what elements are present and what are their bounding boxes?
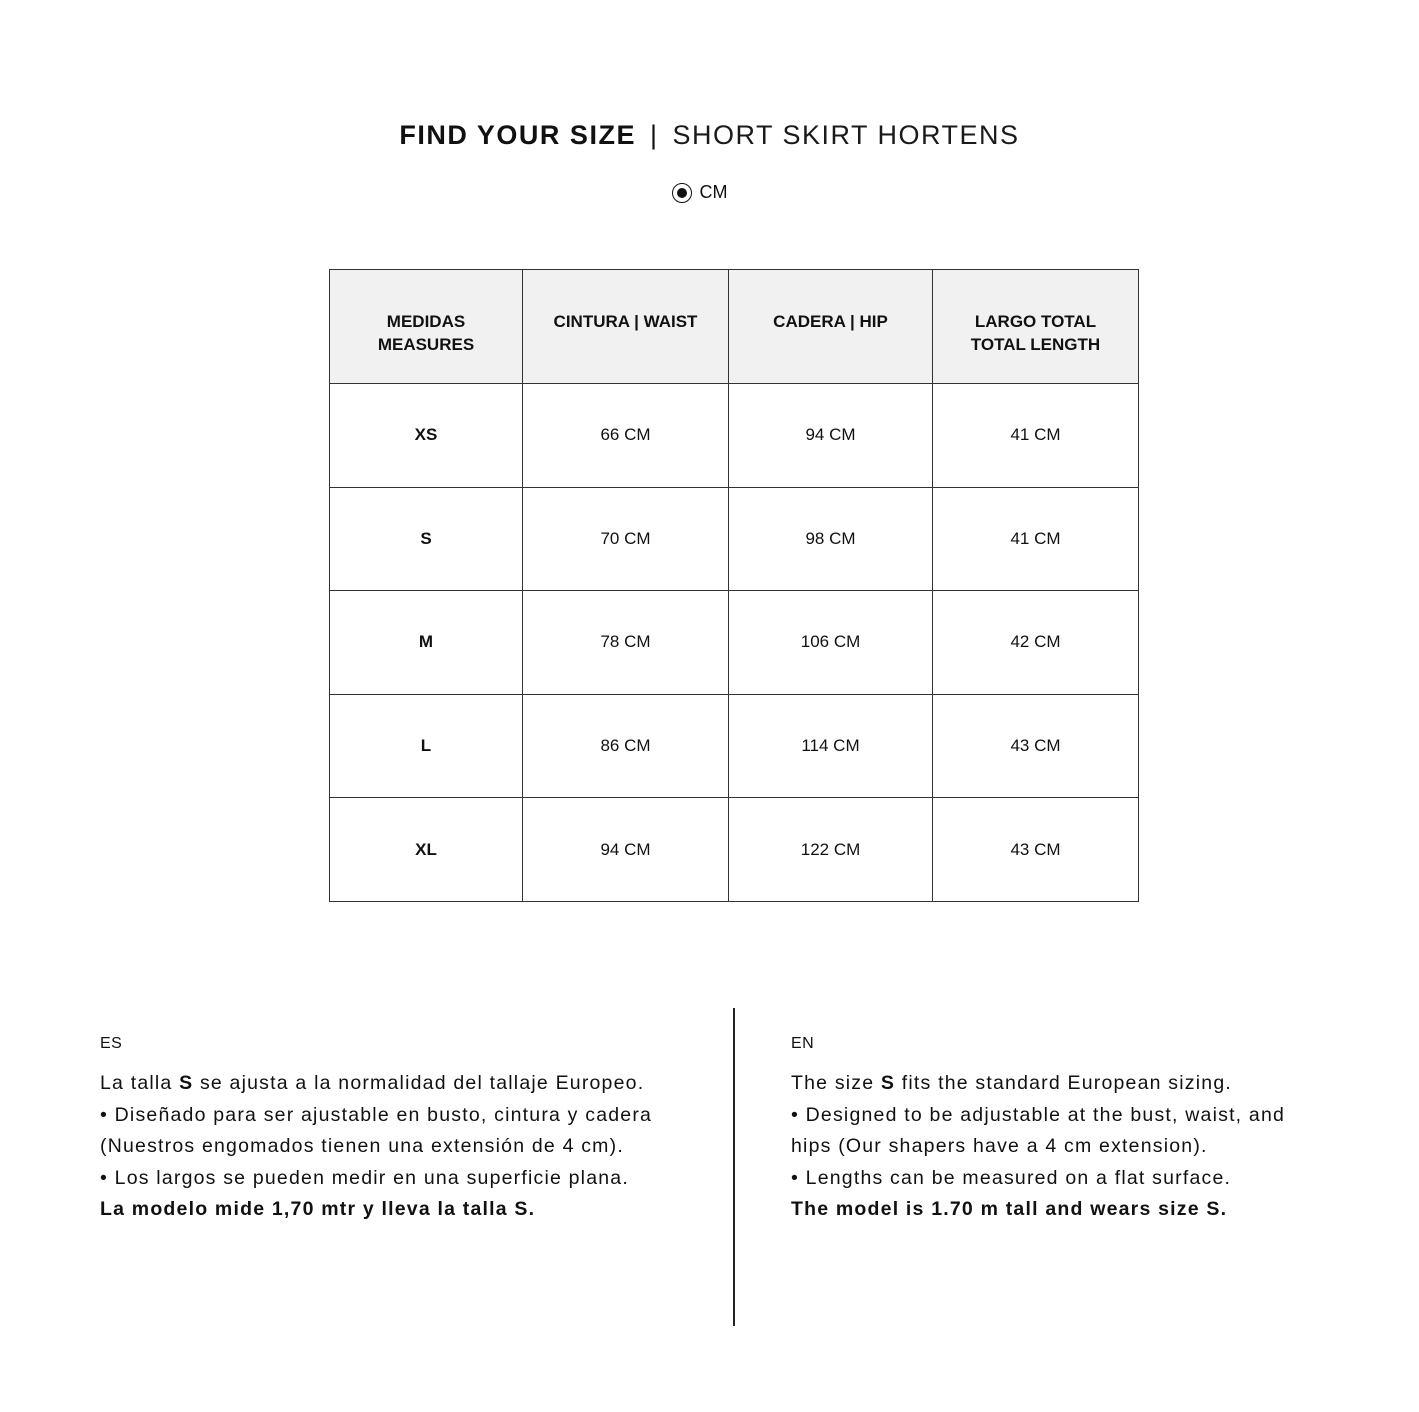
hip-cell: 98 CM (729, 487, 933, 591)
waist-cell: 94 CM (523, 798, 729, 902)
table-row (330, 487, 1139, 591)
en-line-1: The size S fits the standard European sizing. (791, 1072, 1232, 1094)
en-line-2: • Designed to be adjustable at the bust, waist, and (791, 1103, 1286, 1126)
radio-dot (677, 188, 687, 198)
header-hip: CADERA | HIP (729, 270, 933, 384)
size-table (329, 269, 1139, 902)
page-title (0, 120, 1419, 151)
header-length: LARGO TOTAL TOTAL LENGTH (933, 270, 1139, 384)
table-row (330, 384, 1139, 488)
hip-cell: 106 CM (729, 591, 933, 695)
waist-cell: 70 CM (523, 487, 729, 591)
unit-selector[interactable] (0, 182, 1419, 203)
column-divider (733, 1008, 735, 1326)
title-separator: | (649, 120, 659, 150)
es-line-1: La talla S se ajusta a la normalidad del tallaje Europeo. (100, 1072, 645, 1094)
size-cell: L (330, 694, 523, 798)
waist-cell: 66 CM (523, 384, 729, 488)
en-model-note: The model is 1.70 m tall and wears size S. (791, 1198, 1228, 1220)
english-notes (791, 1033, 1351, 1226)
header-waist: CINTURA | WAIST (523, 270, 729, 384)
length-cell: 43 CM (933, 798, 1139, 902)
table-row (330, 798, 1139, 902)
length-cell: 43 CM (933, 694, 1139, 798)
size-cell: XS (330, 384, 523, 488)
radio-selected-icon[interactable] (672, 183, 692, 203)
table-row (330, 694, 1139, 798)
hip-cell: 94 CM (729, 384, 933, 488)
table-row (330, 591, 1139, 695)
size-cell: XL (330, 798, 523, 902)
size-cell: M (330, 591, 523, 695)
es-line-2: • Diseñado para ser ajustable en busto, cintura y cadera (100, 1103, 653, 1126)
en-line-3: hips (Our shapers have a 4 cm extension). (791, 1135, 1208, 1157)
hip-cell: 114 CM (729, 694, 933, 798)
length-cell: 41 CM (933, 384, 1139, 488)
waist-cell: 86 CM (523, 694, 729, 798)
lang-label-es: ES (100, 1035, 123, 1052)
en-line-4: • Lengths can be measured on a flat surface. (791, 1166, 1232, 1189)
hip-cell: 122 CM (729, 798, 933, 902)
header-measures: MEDIDAS MEASURES (330, 270, 523, 384)
spanish-notes (100, 1033, 720, 1226)
title-product: SHORT SKIRT HORTENS (672, 120, 1020, 150)
es-line-4: • Los largos se pueden medir en una superficie plana. (100, 1166, 629, 1189)
title-main: FIND YOUR SIZE (399, 120, 636, 150)
es-line-3: (Nuestros engomados tienen una extensión de 4 cm). (100, 1135, 624, 1157)
length-cell: 42 CM (933, 591, 1139, 695)
unit-label: CM (699, 182, 728, 202)
size-cell: S (330, 487, 523, 591)
length-cell: 41 CM (933, 487, 1139, 591)
lang-label-en: EN (791, 1035, 815, 1052)
waist-cell: 78 CM (523, 591, 729, 695)
es-model-note: La modelo mide 1,70 mtr y lleva la talla S. (100, 1198, 536, 1220)
table-header-row (330, 270, 1139, 384)
